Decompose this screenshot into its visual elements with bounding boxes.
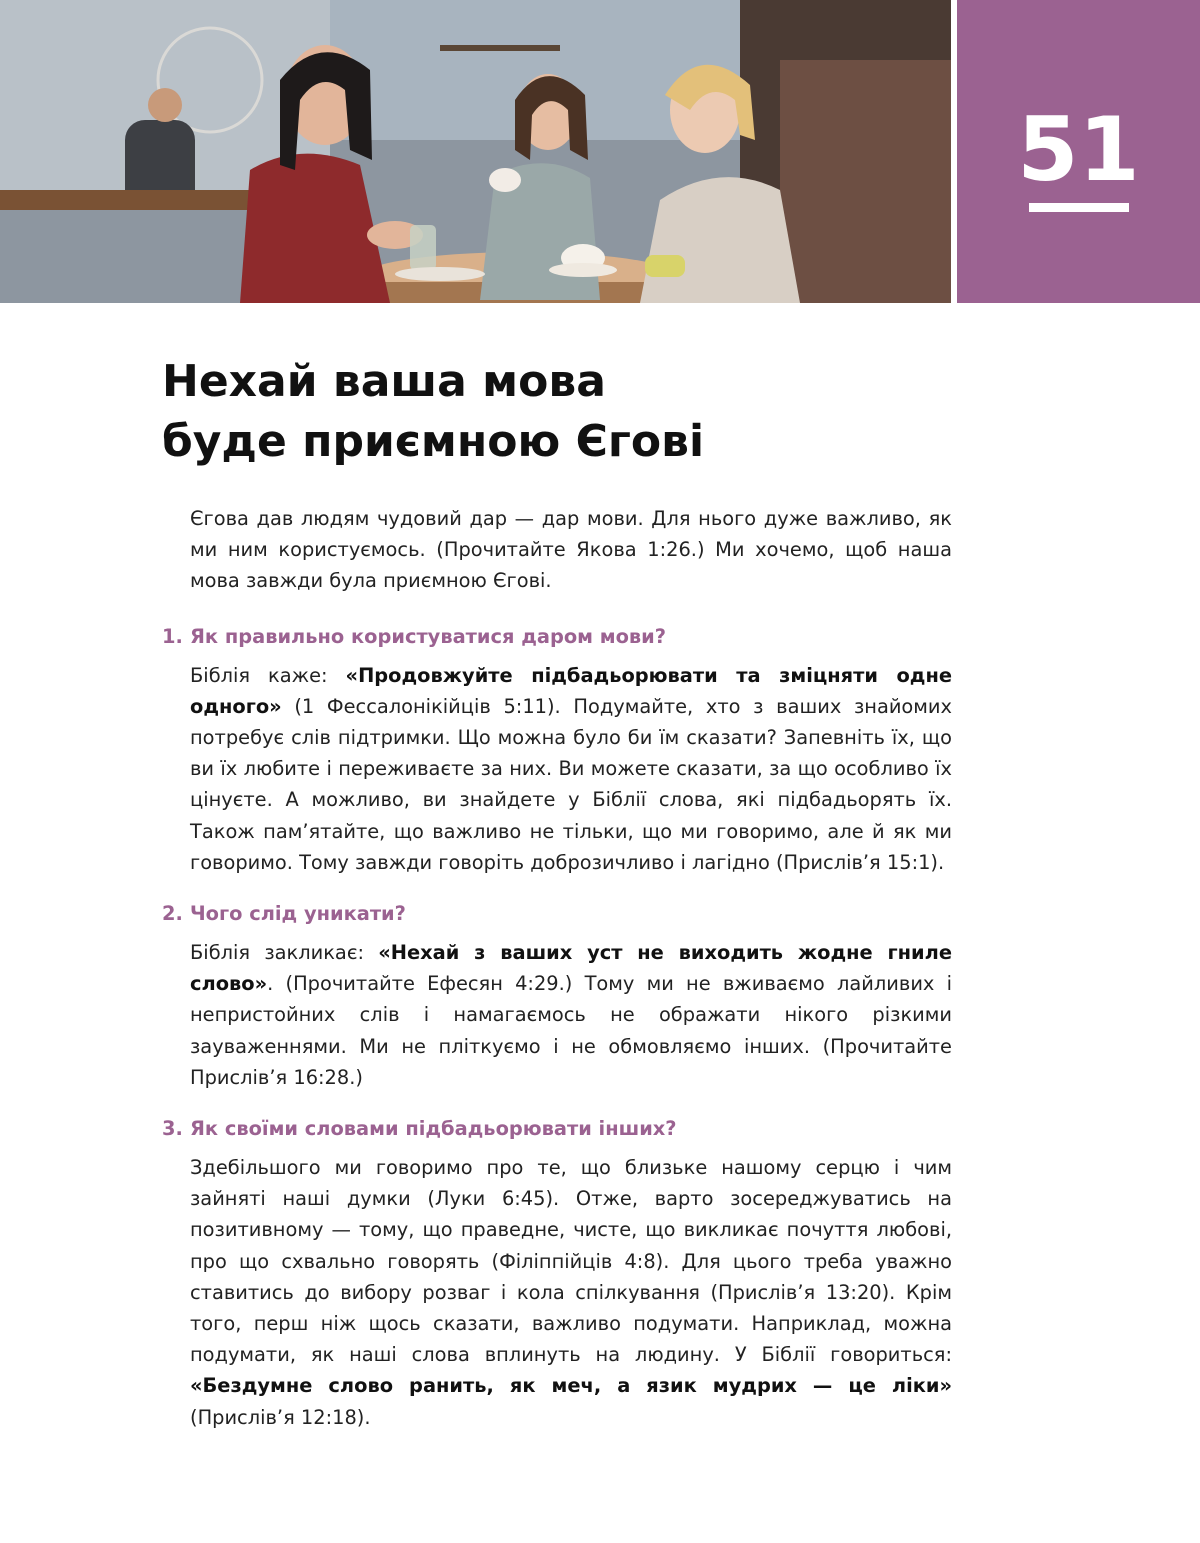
title-line-2: буде приємною Єгові [162, 416, 705, 467]
section-question [162, 621, 952, 652]
question-text: Чого слід уникати? [190, 902, 406, 926]
question-number: 1. [162, 624, 183, 648]
lesson-number: 51 [1017, 98, 1140, 201]
scripture-quote: «Нехай з ваших уст не виходить жодне гниле слово» [190, 941, 952, 996]
section-paragraph [162, 660, 952, 878]
lesson-number-box [957, 0, 1200, 303]
lesson-number-underline [1029, 203, 1129, 212]
question-number: 3. [162, 1117, 183, 1141]
paragraph-lead: Біблія закликає: [190, 941, 379, 965]
scripture-quote: «Бездумне слово ранить, як меч, а язик мудрих — це ліки» [190, 1374, 952, 1398]
cafe-scene-illustration [0, 0, 951, 303]
section-paragraph [162, 1152, 952, 1433]
section-question [162, 1113, 952, 1144]
paragraph-lead: Здебільшого ми говоримо про те, що близьке нашому серцю і чим зайняті наші думки (Луки 6:45). Отже, варто зосереджуватись на позитивному — тому, що праведне, чисте, що викликає почуття любові, про що схвально говорять (Філіппійців 4:8). Для цього треба уважно ставитись до вибору розваг і кола спілкування (Прислів’я 13:20). Крім того, перш ніж щось сказати, важливо подумати. Наприклад, можна подумати, як наші слова вплинуть на людину. У Біблії говориться: [190, 1156, 952, 1367]
paragraph-rest: (Прислів’я 12:18). [190, 1405, 371, 1429]
intro-paragraph: Єгова дав людям чудовий дар — дар мови. Для нього дуже важливо, як ми ним користуємось. (Прочитайте Якова 1:26.) Ми хочемо, щоб наша мова завжди була приємною Єгові. [190, 507, 952, 593]
section-paragraph [162, 937, 952, 1093]
section-1 [162, 621, 952, 878]
question-text: Як своїми словами підбадьорювати інших? [190, 1117, 677, 1141]
section-2 [162, 898, 952, 1093]
question-number: 2. [162, 902, 183, 926]
header-photo [0, 0, 951, 303]
paragraph-rest: (1 Фессалонікійців 5:11). Подумайте, хто з ваших знайомих потребує слів підтримки. Що можна було би їм сказати? Запевніть їх, що ви їх любите і переживаєте за них. Ви можете сказати, за що особливо їх цінуєте. А можливо, ви знайдете у Біблії слова, які підбадьорять їх. Також пам’ятайте, що важливо не тільки, що ми говоримо, але й як ми говоримо. Тому завжди говоріть доброзичливо і лагідно (Прислів’я 15:1). [190, 694, 952, 874]
section-question [162, 898, 952, 929]
paragraph-lead: Біблія каже: [190, 663, 346, 687]
question-text: Як правильно користуватися даром мови? [190, 624, 667, 648]
section-3 [162, 1113, 952, 1433]
page-title [162, 352, 962, 472]
scripture-quote: «Продовжуйте підбадьорювати та зміцняти одне одного» [190, 663, 952, 718]
paragraph-rest: . (Прочитайте Ефесян 4:29.) Тому ми не вживаємо лайливих і непристойних слів і намагаємось не ображати нікого різкими зауваженнями. Ми не пліткуємо і не обмовляємо інших. (Прочитайте Прислів’я 16:28.) [190, 972, 952, 1089]
lesson-content [162, 503, 952, 1453]
title-line-1: Нехай ваша мова [162, 356, 606, 407]
